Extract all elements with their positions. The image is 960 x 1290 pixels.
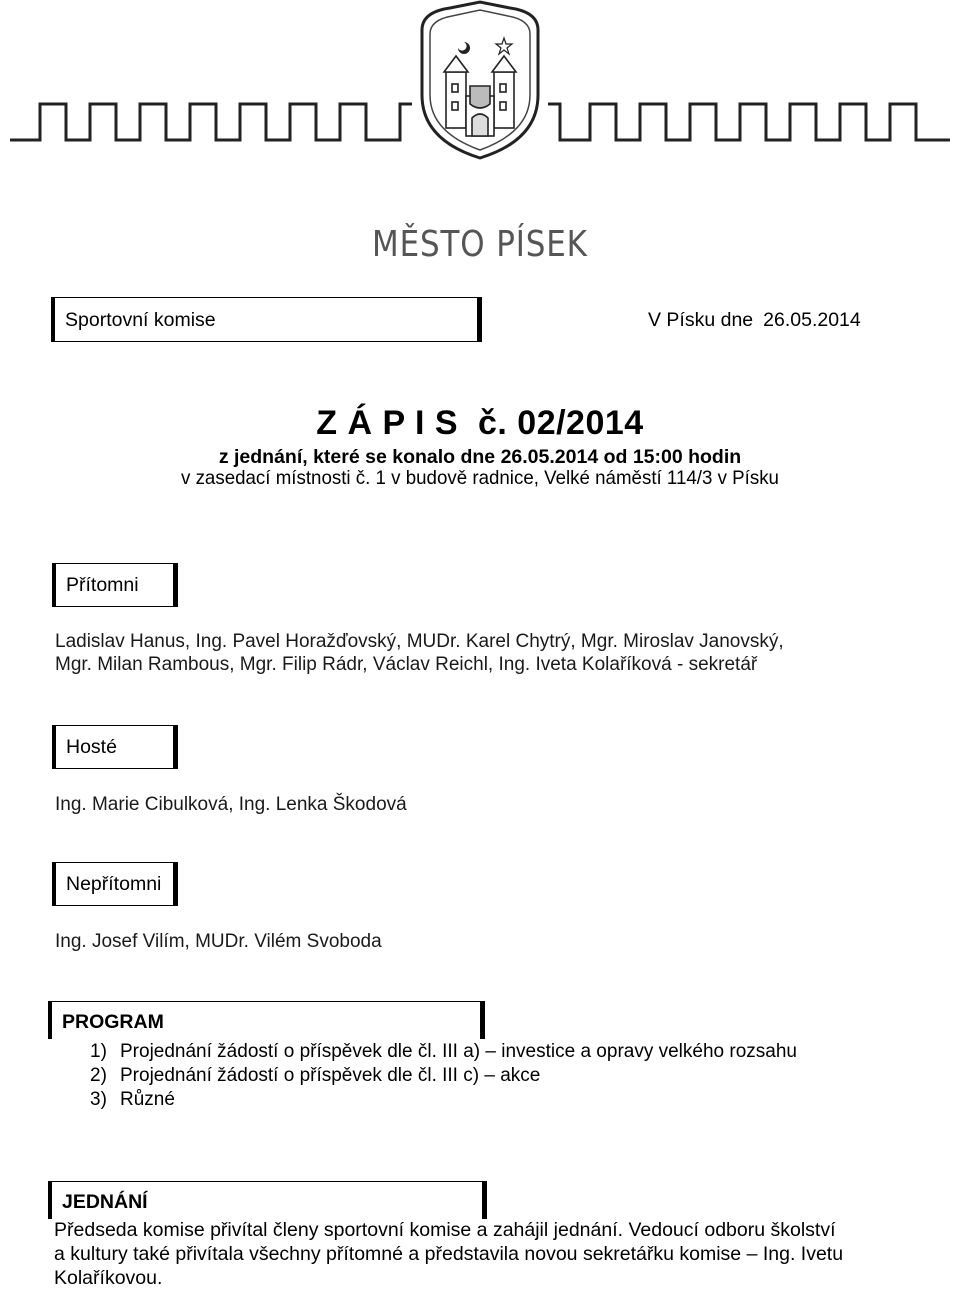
guests-label: Hosté	[66, 736, 117, 758]
absent-members: Ing. Josef Vilím, MUDr. Vilém Svoboda	[55, 931, 382, 952]
jednani-paragraph	[54, 1218, 914, 1290]
jednani-section-label	[48, 1181, 487, 1219]
absent-label: Nepřítomni	[66, 873, 162, 895]
list-item-text: Projednání žádostí o příspěvek dle čl. III a) – investice a opravy velkého rozsahu	[120, 1041, 797, 1062]
program-section-label	[48, 1001, 485, 1039]
present-line-1: Ladislav Hanus, Ing. Pavel Horažďovský, MUDr. Karel Chytrý, Mgr. Miroslav Janovský,	[55, 631, 784, 652]
present-label: Přítomni	[66, 574, 139, 596]
program-label: PROGRAM	[62, 1011, 164, 1033]
date-value: 26.05.2014	[763, 309, 861, 331]
city-coat-of-arms-icon	[422, 2, 538, 158]
document-title: Z Á P I S č. 02/2014	[316, 404, 644, 442]
list-item-number: 2)	[90, 1065, 107, 1086]
jednani-line-1: Předseda komise přivítal členy sportovní komise a zahájil jednání. Vedoucí odboru školství	[54, 1219, 836, 1241]
committee-header-box	[51, 297, 482, 342]
present-section-label	[52, 563, 178, 607]
meeting-info-line: z jednání, které se konalo dne 26.05.2014 od 15:00 hodin	[218, 446, 742, 468]
jednani-line-3: Kolaříkovou.	[54, 1267, 163, 1289]
present-members	[55, 630, 915, 676]
guests-section-label	[52, 725, 178, 769]
program-list	[62, 1040, 797, 1112]
guest-members: Ing. Marie Cibulková, Ing. Lenka Škodová	[55, 794, 407, 815]
date-prefix: V Písku dne	[648, 309, 754, 331]
document-date	[648, 309, 861, 332]
crest-band	[0, 0, 960, 160]
list-item	[62, 1064, 797, 1088]
committee-name: Sportovní komise	[65, 309, 216, 331]
list-item-text: Projednání žádostí o příspěvek dle čl. III c) – akce	[120, 1065, 541, 1086]
present-line-2: Mgr. Milan Rambous, Mgr. Filip Rádr, Václav Reichl, Ing. Iveta Kolaříková - sekretář	[55, 654, 758, 675]
city-name-heading: MĚSTO PÍSEK	[372, 224, 588, 265]
list-item	[62, 1040, 797, 1064]
jednani-line-2: a kultury také přivítala všechny přítomné a představila novou sekretářku komise – Ing. Ivetu	[54, 1243, 844, 1265]
list-item-text: Různé	[120, 1089, 175, 1110]
list-item-number: 3)	[90, 1089, 107, 1110]
jednani-label: JEDNÁNÍ	[62, 1191, 148, 1213]
meeting-location-line: v zasedací místnosti č. 1 v budově radnice, Velké náměstí 114/3 v Písku	[181, 467, 779, 489]
list-item	[62, 1088, 797, 1112]
absent-section-label	[52, 862, 178, 906]
list-item-number: 1)	[90, 1041, 107, 1062]
